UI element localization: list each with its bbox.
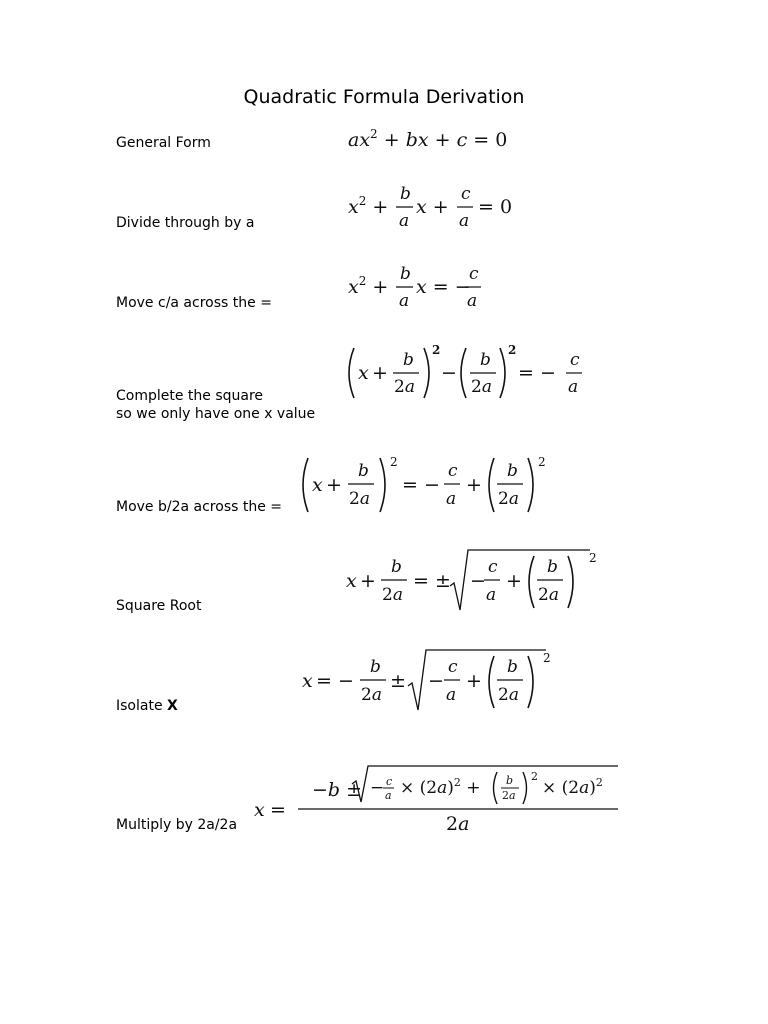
svg-text:x: x xyxy=(254,799,265,821)
svg-text:c: c xyxy=(488,557,498,577)
svg-text:b: b xyxy=(400,264,411,284)
svg-text:b: b xyxy=(547,557,558,577)
step-label-complete-square-line2: so we only have one x value xyxy=(116,406,316,422)
svg-text:c: c xyxy=(386,775,393,788)
svg-text:2a: 2a xyxy=(394,377,415,397)
step-label-general-form: General Form xyxy=(116,135,211,151)
svg-text:2a: 2a xyxy=(498,685,519,705)
svg-text:a: a xyxy=(446,489,457,509)
page-title: Quadratic Formula Derivation xyxy=(243,86,525,108)
step-label-square-root: Square Root xyxy=(116,598,202,614)
step-label-isolate xyxy=(116,697,178,715)
svg-text:2: 2 xyxy=(538,455,546,469)
svg-text:a: a xyxy=(399,291,410,311)
step-label-divide: Divide through by a xyxy=(116,215,255,231)
step-label-multiply: Multiply by 2a/2a xyxy=(116,817,238,833)
step-label-complete-square-line1: Complete the square xyxy=(116,388,264,404)
svg-text:a: a xyxy=(385,789,392,802)
svg-text:b: b xyxy=(400,184,411,204)
svg-text:x: x xyxy=(312,474,323,496)
svg-text:+: + xyxy=(466,474,482,496)
svg-text:× (2a)2 +: × $(2a)^2$ + xyxy=(400,776,481,798)
svg-text:x: x xyxy=(346,570,357,592)
equation-move-b xyxy=(298,452,558,518)
svg-text:b: b xyxy=(506,774,514,787)
svg-text:2: 2 xyxy=(508,343,517,357)
svg-text:x2 +: $x^2$ + xyxy=(348,274,389,298)
svg-text:b: b xyxy=(507,461,518,481)
svg-text:−: − xyxy=(441,362,457,384)
equation-move-c xyxy=(348,260,498,316)
svg-text:b: b xyxy=(507,657,518,677)
svg-text:a: a xyxy=(399,211,410,231)
equation-isolate xyxy=(302,646,562,712)
svg-text:x2 +: $x^2$ + xyxy=(348,194,389,218)
svg-text:2a: 2a xyxy=(498,489,519,509)
svg-text:=: = xyxy=(270,799,286,821)
svg-text:c: c xyxy=(570,350,580,370)
svg-text:a: a xyxy=(446,685,457,705)
svg-text:× (2a)2: × $(2a)^2$ xyxy=(542,776,603,798)
svg-text:= ±: = ± xyxy=(413,570,451,592)
svg-text:2a: 2a xyxy=(471,377,492,397)
svg-text:= −: = − xyxy=(518,362,556,384)
svg-text:2a: 2a xyxy=(361,685,382,705)
svg-text:= −: = − xyxy=(316,670,354,692)
equation-multiply xyxy=(254,758,624,838)
svg-text:a: a xyxy=(467,291,478,311)
svg-text:2a: 2a xyxy=(382,585,403,605)
equation-square-root xyxy=(346,548,606,614)
svg-text:2: 2 xyxy=(390,455,398,469)
svg-text:2a: 2a xyxy=(349,489,370,509)
svg-text:b: b xyxy=(358,461,369,481)
step-label-move-b: Move b/2a across the = xyxy=(116,499,283,515)
isolate-x: X xyxy=(167,698,178,714)
svg-text:−: − xyxy=(428,670,444,692)
svg-text:x: x xyxy=(302,670,313,692)
equation-general-form xyxy=(348,126,518,156)
svg-text:2a: 2a xyxy=(446,813,470,835)
svg-text:a: a xyxy=(459,211,470,231)
svg-text:−: − xyxy=(470,570,486,592)
svg-text:2: 2 xyxy=(543,651,551,665)
step-label-move-c: Move c/a across the = xyxy=(116,295,272,311)
svg-text:c: c xyxy=(469,264,479,284)
svg-text:−: − xyxy=(370,778,385,798)
svg-text:+: + xyxy=(326,474,342,496)
svg-text:c: c xyxy=(448,461,458,481)
svg-text:b: b xyxy=(391,557,402,577)
svg-text:c: c xyxy=(448,657,458,677)
svg-text:+: + xyxy=(360,570,376,592)
svg-text:2: 2 xyxy=(589,551,597,565)
step-label-complete-square xyxy=(116,387,315,423)
svg-text:a: a xyxy=(486,585,497,605)
svg-text:b: b xyxy=(480,350,491,370)
svg-text:c: c xyxy=(461,184,471,204)
svg-text:+: + xyxy=(372,362,388,384)
svg-text:2a: 2a xyxy=(538,585,559,605)
svg-text:= 0: = 0 xyxy=(478,196,513,218)
svg-text:x +: x + xyxy=(416,196,449,218)
svg-text:ax2 + bx + c = 0: $ax^2$ + bx + c = 0 xyxy=(348,127,508,151)
isolate-prefix: Isolate xyxy=(116,698,168,714)
svg-text:+: + xyxy=(506,570,522,592)
svg-text:b: b xyxy=(403,350,414,370)
svg-text:2a: 2a xyxy=(502,789,516,802)
svg-text:x = −: x = − xyxy=(416,276,471,298)
svg-text:2: 2 xyxy=(432,343,441,357)
svg-text:x: x xyxy=(358,362,369,384)
equation-complete-square xyxy=(344,342,594,404)
svg-text:−b ±: −b ± xyxy=(312,779,363,801)
svg-text:b: b xyxy=(370,657,381,677)
svg-text:±: ± xyxy=(390,670,406,692)
svg-text:a: a xyxy=(568,377,579,397)
svg-text:+: + xyxy=(466,670,482,692)
equation-divide xyxy=(348,180,518,236)
svg-text:2: 2 xyxy=(531,770,538,783)
svg-text:= −: = − xyxy=(402,474,440,496)
